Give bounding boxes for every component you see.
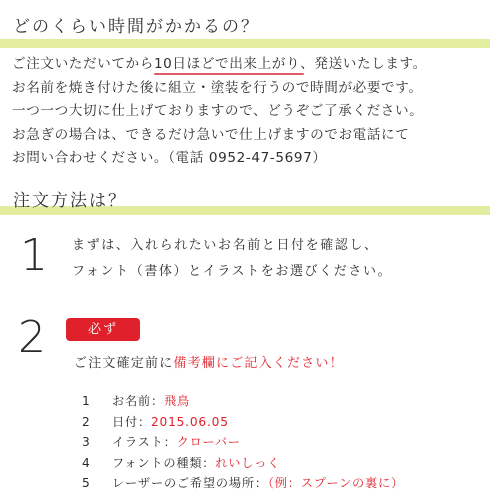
intro-line-1-post: 、発送いたします。 <box>300 56 427 72</box>
list-item <box>80 453 404 474</box>
list-item-label: お名前： <box>112 394 164 408</box>
remarks-instruction-emphasis: 備考欄にご記入ください！ <box>173 356 344 371</box>
heading-highlight-bar <box>0 39 490 48</box>
delivery-time-highlight: 10日ほどで出来上がり <box>154 53 300 77</box>
list-item-label: フォントの種類： <box>112 455 216 470</box>
step1-line-2: フォント（書体）とイラストをお選びください。 <box>72 264 393 279</box>
section-heading-order <box>0 186 500 216</box>
list-item-label: イラスト： <box>112 435 177 449</box>
intro-line-2: お名前を焼き付けた後に組立・塗装を行うので時間が必要です。 <box>12 79 423 96</box>
list-item-value: 飛鳥 <box>163 394 190 408</box>
remarks-instruction <box>74 352 344 371</box>
intro-line-1-pre: ご注文いただいてから <box>12 56 154 72</box>
list-item-value: れいしっく <box>215 455 281 470</box>
section-title-order: 注文方法は？ <box>13 191 127 211</box>
step1-text <box>72 233 392 285</box>
list-item-number: 5 <box>82 476 91 490</box>
step1-line-1: まずは、入れられたいお名前と日付を確認し、 <box>72 238 379 253</box>
list-item-value: クローバー <box>176 435 241 449</box>
intro-line-5-phone: お問い合わせください。（電話 0952-47-5697） <box>12 150 327 166</box>
step-number-1: 1 <box>20 230 48 281</box>
list-item-number: 2 <box>82 414 91 429</box>
intro-line-3: 一つ一つ大切に仕上げておりますので、どうぞご了承ください。 <box>12 103 424 119</box>
list-item <box>80 473 404 494</box>
list-item-label: レーザーのご希望の場所： <box>112 476 268 490</box>
section-title-time: どのくらい時間がかかるの？ <box>13 17 260 37</box>
intro-line-1 <box>12 53 492 77</box>
list-item-number: 1 <box>82 394 91 408</box>
intro-paragraph <box>12 53 492 171</box>
remarks-instruction-pre: ご注文確定前に <box>74 356 174 371</box>
list-item-number: 3 <box>82 435 91 449</box>
list-item <box>80 391 404 412</box>
intro-line-4: お急ぎの場合は、できるだけ急いで仕上げますのでお電話にて <box>12 126 410 143</box>
list-item <box>80 412 404 433</box>
list-item-value: 2015.06.05 <box>150 414 229 429</box>
section-heading-time <box>0 12 500 42</box>
list-item <box>80 432 404 453</box>
required-badge: 必ず <box>66 318 140 341</box>
list-item-value: （例：スプーンの裏に） <box>267 476 405 490</box>
list-item-label: 日付： <box>112 414 151 429</box>
step-number-2: 2 <box>18 312 46 363</box>
list-item-number: 4 <box>82 455 91 470</box>
remarks-example-list <box>80 391 404 494</box>
